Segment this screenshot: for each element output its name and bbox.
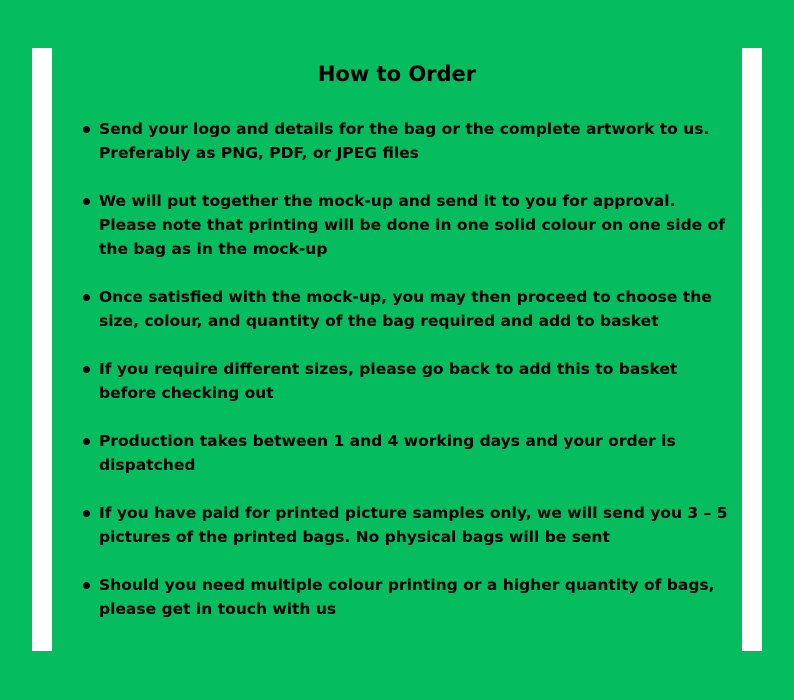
bullet-icon: [83, 438, 90, 445]
list-item-mockup-approval: [79, 189, 729, 261]
order-steps-list: [79, 117, 729, 645]
page-title: How to Order: [317, 62, 477, 86]
bullet-icon: [83, 366, 90, 373]
step-text: Production takes between 1 and 4 working days and your order is dispatched: [99, 432, 676, 474]
left-white-bar: [32, 48, 52, 651]
step-text: If you require different sizes, please go back to add this to basket before checking out: [99, 360, 678, 402]
list-item-choose-options: [79, 285, 729, 333]
bullet-icon: [83, 582, 90, 589]
list-item-get-in-touch: [79, 573, 729, 621]
bullet-icon: [83, 126, 90, 133]
step-text: Once satisfied with the mock-up, you may then proceed to choose the size, colour, and quantity of the bag required and add to basket: [99, 288, 712, 330]
bullet-icon: [83, 294, 90, 301]
step-text: We will put together the mock-up and send it to you for approval. Please note that printing will be done in one solid colour on one side of the bag as in the mock-up: [99, 192, 725, 258]
list-item-production-time: [79, 429, 729, 477]
bullet-icon: [83, 510, 90, 517]
list-item-picture-samples: [79, 501, 729, 549]
list-item-different-sizes: [79, 357, 729, 405]
list-item-send-artwork: [79, 117, 729, 165]
step-text: If you have paid for printed picture samples only, we will send you 3 – 5 pictures of the printed bags. No physical bags will be sent: [99, 504, 728, 546]
bullet-icon: [83, 198, 90, 205]
step-text: Should you need multiple colour printing or a higher quantity of bags, please get in touch with us: [99, 576, 715, 618]
right-white-bar: [742, 48, 762, 651]
step-text: Send your logo and details for the bag or the complete artwork to us. Preferably as PNG, PDF, or JPEG files: [99, 120, 710, 162]
